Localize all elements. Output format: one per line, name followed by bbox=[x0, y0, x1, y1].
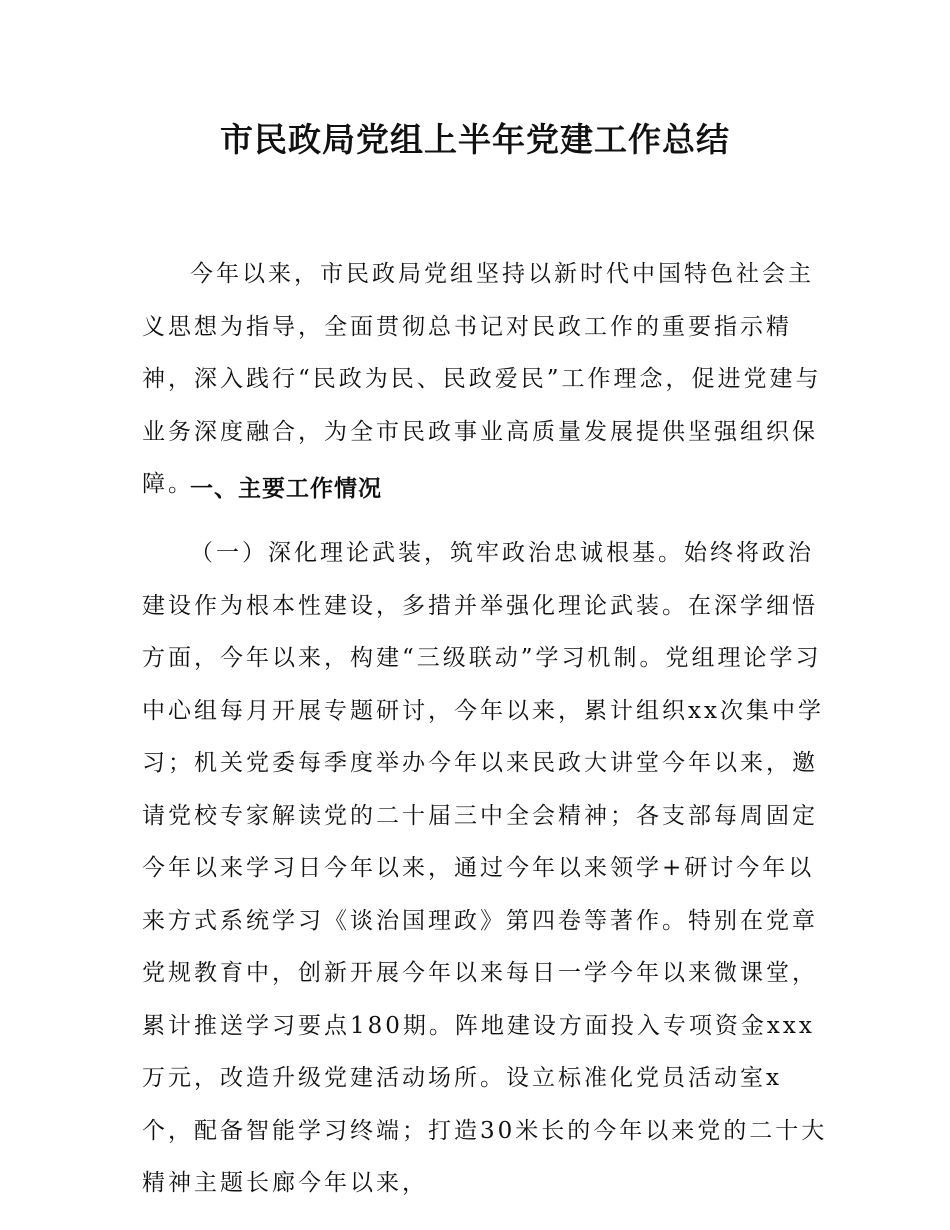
intro-paragraph: 今年以来，市民政局党组坚持以新时代中国特色社会主义思想为指导，全面贯彻总书记对民政工作的重要指示精神，深入践行“民政为民、民政爱民”工作理念，促进党建与业务深度融合，为全市民政事业高质量发展提供坚强组织保障。 bbox=[142, 261, 822, 497]
section-heading-main-work: 一、主要工作情况 bbox=[190, 476, 382, 502]
section-paragraph-theory: （一）深化理论武装，筑牢政治忠诚根基。始终将政治建设作为根本性建设，多措并举强化理论武装。在深学细悟方面，今年以来，构建“三级联动”学习机制。党组理论学习中心组每月开展专题研讨，今年以来，累计组织xx次集中学习；机关党委每季度举办今年以来民政大讲堂今年以来，邀请党校专家解读党的二十届三中全会精神；各支部每周固定今年以来学习日今年以来，通过今年以来领学+研讨今年以来方式系统学习《谈治国理政》第四卷等著作。特别在党章党规教育中，创新开展今年以来每日一学今年以来微课堂，累计推送学习要点180期。阵地建设方面投入专项资金xxx万元，改造升级党建活动场所。设立标准化党员活动室x个，配备智能学习终端；打造30米长的今年以来党的二十大精神主题长廊今年以来， bbox=[142, 540, 828, 1196]
document-title: 市民政局党组上半年党建工作总结 bbox=[220, 120, 730, 159]
